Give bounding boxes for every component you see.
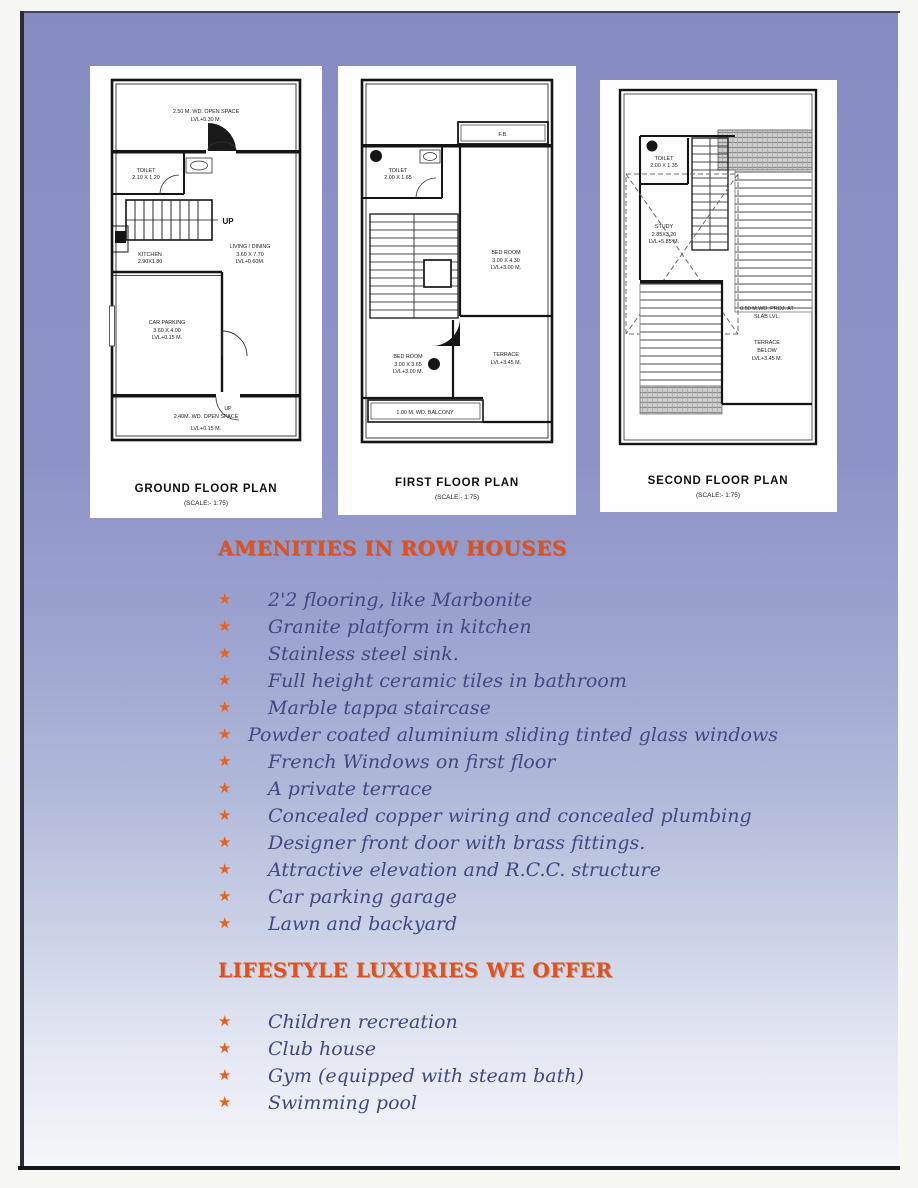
star-bullet-icon: ★: [218, 780, 232, 797]
list-item: ★ Stainless steel sink.: [218, 640, 778, 667]
plan-label: LVL+3.00 M.: [490, 265, 522, 271]
luxuries-section: [218, 958, 778, 1116]
amenities-heading: AMENITIES IN ROW HOUSES: [218, 536, 567, 560]
list-item: ★ French Windows on first floor: [218, 748, 778, 775]
plan-scale: (SCALE:- 1:75): [434, 494, 480, 501]
list-item: ★ Marble tappa staircase: [218, 694, 778, 721]
plan-title: GROUND FLOOR PLAN: [134, 483, 278, 495]
plan-label: 2.00 X 1.35: [650, 163, 678, 169]
plan-label: LVL+3.45 M.: [751, 356, 783, 362]
plan-scale: (SCALE:- 1:75): [183, 500, 229, 507]
plan-label: BELOW: [757, 348, 777, 354]
plan-label: 2.85X3.20: [651, 232, 677, 238]
plan-label: 1.00 M. WD. BALCONY: [396, 410, 454, 416]
plan-label: LVL+3.45 M.: [490, 360, 522, 366]
list-item: ★ Lawn and backyard: [218, 910, 778, 937]
plan-label: 3.60 X 4.00: [153, 328, 181, 334]
plan-scale: (SCALE:- 1:75): [695, 492, 741, 499]
star-bullet-icon: ★: [218, 726, 232, 743]
second-floor-plan-drawing: [600, 80, 837, 512]
star-bullet-icon: ★: [218, 861, 232, 878]
plan-label: 2.90X1.80: [137, 259, 163, 265]
plan-label: LVL+0.15 M.: [151, 335, 183, 341]
plan-label: LVL+3.00 M.: [392, 369, 424, 375]
plan-title: FIRST FLOOR PLAN: [395, 477, 519, 489]
list-item: ★ Gym (equipped with steam bath): [218, 1062, 778, 1089]
floor-plan-card-ground: [90, 66, 322, 518]
list-item: ★ Granite platform in kitchen: [218, 613, 778, 640]
list-item: ★ A private terrace: [218, 775, 778, 802]
star-bullet-icon: ★: [218, 618, 232, 635]
list-item: ★ 2'2 flooring, like Marbonite: [218, 586, 778, 613]
list-item: ★ Attractive elevation and R.C.C. structure: [218, 856, 778, 883]
luxuries-list: [218, 1008, 778, 1116]
plan-label: 3.00 X 4.30: [492, 258, 520, 264]
star-bullet-icon: ★: [218, 915, 232, 932]
star-bullet-icon: ★: [218, 1013, 232, 1030]
list-item: ★ Designer front door with brass fittings.: [218, 829, 778, 856]
plan-label: TOILET: [388, 168, 408, 174]
list-item: ★ Club house: [218, 1035, 778, 1062]
plan-label: 3.60 X 7.70: [236, 252, 264, 258]
list-item: ★ Powder coated aluminium sliding tinted glass windows: [218, 721, 778, 748]
plan-label: LIVING / DINING: [229, 244, 271, 250]
star-bullet-icon: ★: [218, 888, 232, 905]
plan-label-up: UP: [222, 217, 234, 226]
plan-label: TOILET: [654, 156, 674, 162]
star-bullet-icon: ★: [218, 834, 232, 851]
list-item: ★ Swimming pool: [218, 1089, 778, 1116]
plan-label: LVL+0.60M.: [235, 259, 265, 265]
list-item: ★ Full height ceramic tiles in bathroom: [218, 667, 778, 694]
plan-label: F.B.: [498, 132, 508, 138]
plan-label: TERRACE: [493, 352, 519, 358]
plan-label: 2.50 M. WD. OPEN SPACE: [172, 109, 240, 115]
star-bullet-icon: ★: [218, 1067, 232, 1084]
star-bullet-icon: ★: [218, 1094, 232, 1111]
luxuries-heading: LIFESTYLE LUXURIES WE OFFER: [218, 958, 613, 982]
plan-label: 0.50 M.WD. PROJ. AT: [740, 306, 794, 312]
plan-label: 2.10 X 1.20: [132, 175, 160, 181]
plan-label: TOILET: [136, 168, 156, 174]
star-bullet-icon: ★: [218, 807, 232, 824]
plan-label: CAR PARKING: [148, 320, 186, 326]
floor-plan-card-second: [600, 80, 837, 512]
plan-label: STUDY: [654, 224, 674, 230]
star-bullet-icon: ★: [218, 1040, 232, 1057]
amenities-section: [218, 536, 778, 937]
scan-edge-bottom: [18, 1166, 900, 1170]
amenities-list: [218, 586, 778, 937]
plan-label: 2.40M. WD. OPEN SPACE: [173, 414, 239, 420]
plan-title: SECOND FLOOR PLAN: [647, 475, 789, 487]
floor-plan-card-first: [338, 66, 576, 515]
plan-label: TERRACE: [754, 340, 780, 346]
list-item: ★ Concealed copper wiring and concealed plumbing: [218, 802, 778, 829]
plan-label: LVL+0.15 M.: [190, 426, 222, 432]
plan-label: KITCHEN: [138, 252, 162, 258]
list-item: ★ Car parking garage: [218, 883, 778, 910]
star-bullet-icon: ★: [218, 672, 232, 689]
star-bullet-icon: ★: [218, 645, 232, 662]
plan-label: BED ROOM: [393, 354, 423, 360]
scan-edge-left: [20, 11, 24, 1169]
plan-label: LVL+0.30 M.: [190, 117, 222, 123]
plan-label: SLAB LVL.: [754, 314, 780, 320]
scan-edge-top: [22, 11, 900, 13]
star-bullet-icon: ★: [218, 753, 232, 770]
plan-label: LVL+5.85 M.: [648, 239, 680, 245]
list-item: ★ Children recreation: [218, 1008, 778, 1035]
star-bullet-icon: ★: [218, 699, 232, 716]
ground-floor-plan-drawing: [90, 66, 322, 518]
star-bullet-icon: ★: [218, 591, 232, 608]
plan-label: 2.00 X 1.65: [384, 175, 412, 181]
plan-label: BED ROOM: [491, 250, 521, 256]
plan-label: 3.00 X 3.65: [394, 362, 422, 368]
first-floor-plan-drawing: [338, 66, 576, 515]
plan-label-up: UP: [224, 406, 232, 412]
